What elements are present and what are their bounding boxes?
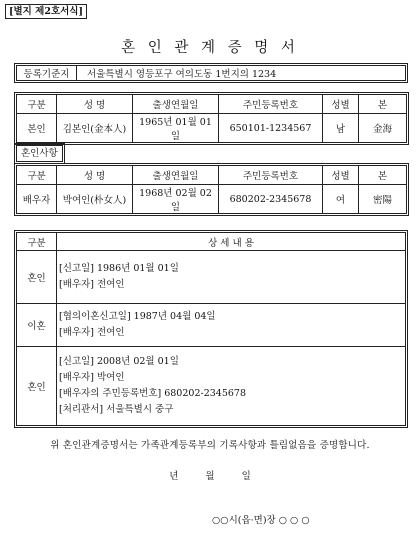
registry-table xyxy=(16,65,406,81)
spouse-id-number: 680202-2345678 xyxy=(219,185,323,214)
marriage-section-label: 혼인사항 xyxy=(16,145,63,162)
detail-line: [배우자] 전여인 xyxy=(59,327,125,338)
registry-label: 등록기준지 xyxy=(17,66,77,81)
person-sex: 남 xyxy=(323,114,359,143)
spouse-data-row xyxy=(17,185,407,214)
person-header-row xyxy=(17,95,407,114)
details-kind: 이혼 xyxy=(17,304,57,347)
person-clan-origin: 金海 xyxy=(359,114,407,143)
header-cell: 성별 xyxy=(323,95,359,114)
details-row xyxy=(17,304,406,347)
spouse-sex: 여 xyxy=(323,185,359,214)
header-cell: 성 명 xyxy=(57,166,133,185)
person-table xyxy=(16,94,407,143)
spouse-table xyxy=(16,165,407,214)
detail-line: [신고일] 1986년 01월 01일 xyxy=(59,263,179,274)
detail-line: [배우자] 전여인 xyxy=(59,279,125,290)
header-cell: 성별 xyxy=(323,166,359,185)
date-line: 년 월 일 xyxy=(169,471,251,482)
document-title: 혼 인 관 계 증 명 서 xyxy=(121,40,299,56)
header-cell: 성 명 xyxy=(57,95,133,114)
person-name: 김본인(金本人) xyxy=(57,114,133,143)
details-row xyxy=(17,347,406,426)
header-cell: 구분 xyxy=(17,233,57,251)
spouse-type: 배우자 xyxy=(17,185,57,214)
header-cell: 상 세 내 용 xyxy=(57,233,406,251)
spouse-name: 박여인(朴女人) xyxy=(57,185,133,214)
details-header-row xyxy=(17,233,406,251)
detail-line: [배우자] 박여인 xyxy=(59,372,125,383)
person-type: 본인 xyxy=(17,114,57,143)
details-content xyxy=(57,304,406,347)
details-kind: 혼인 xyxy=(17,251,57,304)
detail-line: [배우자의 주민등록번호] 680202-2345678 xyxy=(59,388,247,399)
header-cell: 출생연월일 xyxy=(133,166,219,185)
spouse-header-row xyxy=(17,166,407,185)
header-cell: 주민등록번호 xyxy=(219,95,323,114)
detail-line: [신고일] 2008년 02월 01일 xyxy=(59,356,179,367)
details-content xyxy=(57,347,406,426)
registry-value: 서울특별시 영등포구 여의도동 1번지의 1234 xyxy=(77,66,406,81)
details-table xyxy=(16,232,406,426)
spouse-birthdate: 1968년 02월 02일 xyxy=(133,185,219,214)
details-row xyxy=(17,251,406,304)
person-birthdate: 1965년 01월 01일 xyxy=(133,114,219,143)
form-number-tag: [별지 제2호서식] xyxy=(5,4,87,19)
header-cell: 주민등록번호 xyxy=(219,166,323,185)
header-cell: 구분 xyxy=(17,95,57,114)
header-cell: 본 xyxy=(359,166,407,185)
person-data-row xyxy=(17,114,407,143)
header-cell: 본 xyxy=(359,95,407,114)
header-cell: 구분 xyxy=(17,166,57,185)
person-id-number: 650101-1234567 xyxy=(219,114,323,143)
issuer-signature-line: ○○시(읍·면)장 ○ ○ ○ xyxy=(212,515,310,526)
details-content xyxy=(57,251,406,304)
certification-statement: 위 혼인관계증명서는 가족관계등록부의 기록사항과 틀림없음을 증명합니다. xyxy=(50,440,370,451)
header-cell: 출생연월일 xyxy=(133,95,219,114)
detail-line: [협의이혼신고일] 1987년 04월 04일 xyxy=(59,311,216,322)
spouse-clan-origin: 密陽 xyxy=(359,185,407,214)
details-kind: 혼인 xyxy=(17,347,57,426)
detail-line: [처리관서] 서울특별시 중구 xyxy=(59,404,174,415)
